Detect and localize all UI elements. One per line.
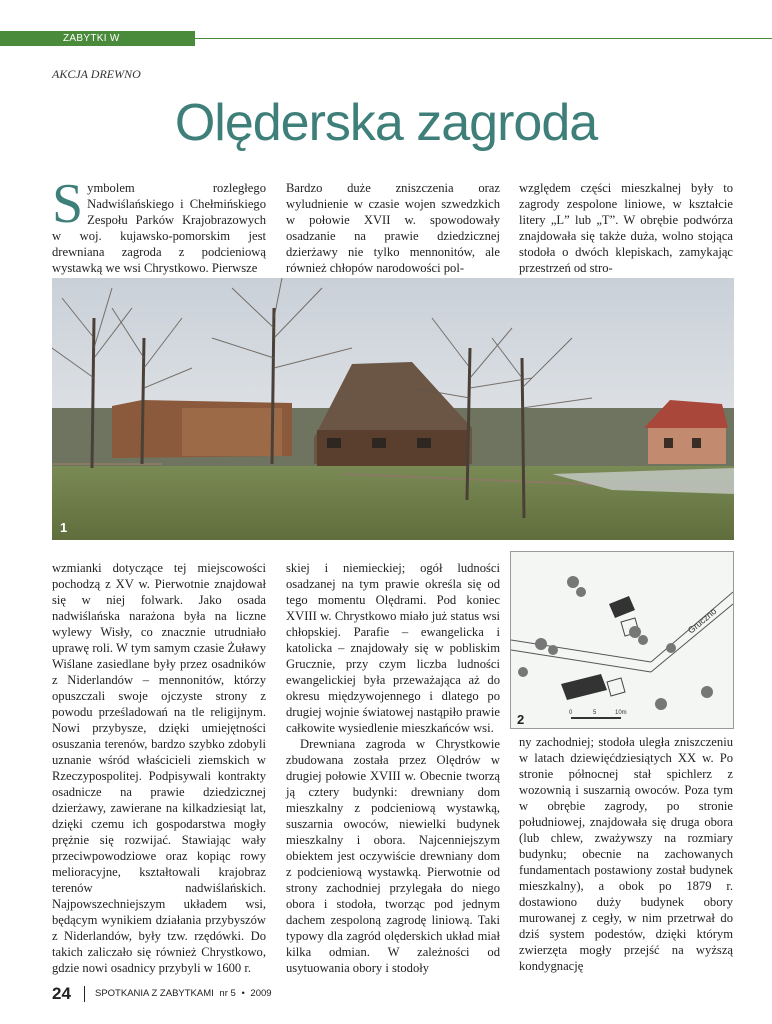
drop-cap: S [52, 173, 84, 235]
footer-divider [84, 986, 85, 1002]
article-title: Olęderska zagroda [174, 94, 598, 152]
map-road-label: Gruczno [685, 606, 719, 636]
intro-text-3: względem części mieszkalnej były to zagrody zespolone liniowe, w kształcie litery „L” lub „T”. W obrębie podwórza znajdowała się także duża, wolno stojąca stodoła o dwóch klepiskach, zamykając przestrzeń od stro- [519, 181, 733, 275]
issue-number: nr 5 [219, 988, 236, 999]
intro-text-2: Bardzo duże zniszczenia oraz wyludnienie w czasie wojen szwedzkich w połowie XVII w. spowodowały osadzanie na prawie dziedzicznej dzierżawy nie tylko mennonitów, ale również chłopów narodowości pol- [286, 181, 500, 275]
body-text-2a: skiej i niemieckiej; ogół ludności osadzanej na tym prawie określa się od tego momentu Olędrami. Pod koniec XVIII w. Chrystkowo miało już status wsi chłopskiej. Parafie – ewangelicka i katolicka – znajdowały się w pobliskim Grucznie, przy czym liczba ludności ewangelickiej była przeważająca aż do okresu międzywojennego i dlatego po drugiej wojnie światowej nastąpiło prawie całkowite wysiedlenie mieszkańców wsi. [286, 561, 500, 735]
magazine-name: SPOTKANIA Z ZABYTKAMI [95, 988, 214, 999]
intro-column-2 [286, 180, 500, 276]
body-column-2 [286, 560, 500, 976]
footer-credit [95, 988, 275, 999]
site-plan-map [510, 551, 734, 729]
farmstead-photo [52, 278, 734, 540]
intro-column-1 [52, 173, 266, 276]
body-column-3 [519, 734, 733, 974]
issue-year: 2009 [250, 988, 272, 999]
photo-number: 1 [60, 520, 68, 535]
intro-text-1: ymbolem rozległego Nadwiślańskiego i Chełmińskiego Zespołu Parków Krajobrazowych w woj. kujawsko-pomorskim jest drewniana zagroda z podcieniową wystawką we wsi Chrystkowo. Pierwsze [52, 181, 266, 275]
body-text-2b: Drewniana zagroda w Chrystkowie zbudowana została przez Olędrów w drugiej połowie XVIII w. Obecnie tworzą ją cztery budynki: drewniany dom mieszkalny z podcieniową wystawką, suszarnia owoców, niewielki budynek mieszkalny i obora. Najcenniejszym obiektem jest oczywiście drewniany dom z podcieniową wystawką. Pierwotnie od strony zachodniej przylegała do niego obora i stodoła, tworząc pod jednym dachem zespoloną zagrodę liniową. Taki typowy dla zagród olęderskich układ miał kilka odmian. W zależności od usytuowania obory i stodoły [286, 737, 500, 975]
map-scale-10: 10m [615, 710, 627, 716]
body-text-1: wzmianki dotyczące tej miejscowości pochodzą z XV w. Pierwotnie znajdował się w niej folwark. Jako osada nadwiślańska narażona była na liczne wylewy Wisły, co znacznie utrudniało uprawę roli. W tym samym czasie Żuławy Wiślane zasiedlane były przez osadników z Niderlandów – mennonitów, którzy opuszczali swoje ojczyste strony z powodu prześladowań na tle religijnym. Nowi przybysze, dzięki umiejętności osuszania terenów, bardzo szybko zdobyli uznanie wśród właścicieli ziemskich w Rzeczypospolitej. Podpisywali kontrakty osadnicze na prawie dziedzicznej dzierżawy, zawierane na kilkadziesiąt lat, dzięki czemu ich gospodarstwa mogły prężnie się rozwijać. Stawiając wały przeciwpowodziowe oraz kopiąc rowy melioracyjne, kształtowali krajobraz terenów nadwiślańskich. Najpowszechniejszym układem wsi, będącym wynikiem działania przybyszów z Niderlandów, były tzw. rzędówki. Do takich zaliczało się również Chrystkowo, gdzie nowi osadnicy przybyli w 1600 r. [52, 561, 266, 975]
section-tag: ZABYTKI W KRAJOBRAZIE [0, 31, 195, 46]
kicker: AKCJA DREWNO [52, 67, 141, 81]
body-column-1 [52, 560, 266, 976]
map-number: 2 [517, 712, 525, 727]
map-scale-5: 5 [593, 710, 597, 716]
intro-column-3 [519, 180, 733, 276]
footer-bullet: • [241, 988, 245, 999]
page-number: 24 [52, 984, 71, 1003]
map-scale-0: 0 [569, 710, 573, 716]
body-text-3: ny zachodniej; stodoła uległa zniszczeniu w latach dziewięćdziesiątych XX w. Po stronie północnej stał spichlerz z wozownią i suszarnią owoców. Poza tym w obrębie zagrody, po stronie południowej, znajdowała się druga obora (lub chlew, zważywszy na rozmiary budynku; obecnie na zachowanych fundamentach postawiony został budynek mieszkalny), a obok po 1879 r. dostawiono duży budynek obory murowanej z cegły, w nim przetrwał do dziś system podestów, dzięki którym zwierzęta mogły przejść na wyższą kondygnację [519, 735, 733, 973]
header-rule [195, 38, 772, 39]
